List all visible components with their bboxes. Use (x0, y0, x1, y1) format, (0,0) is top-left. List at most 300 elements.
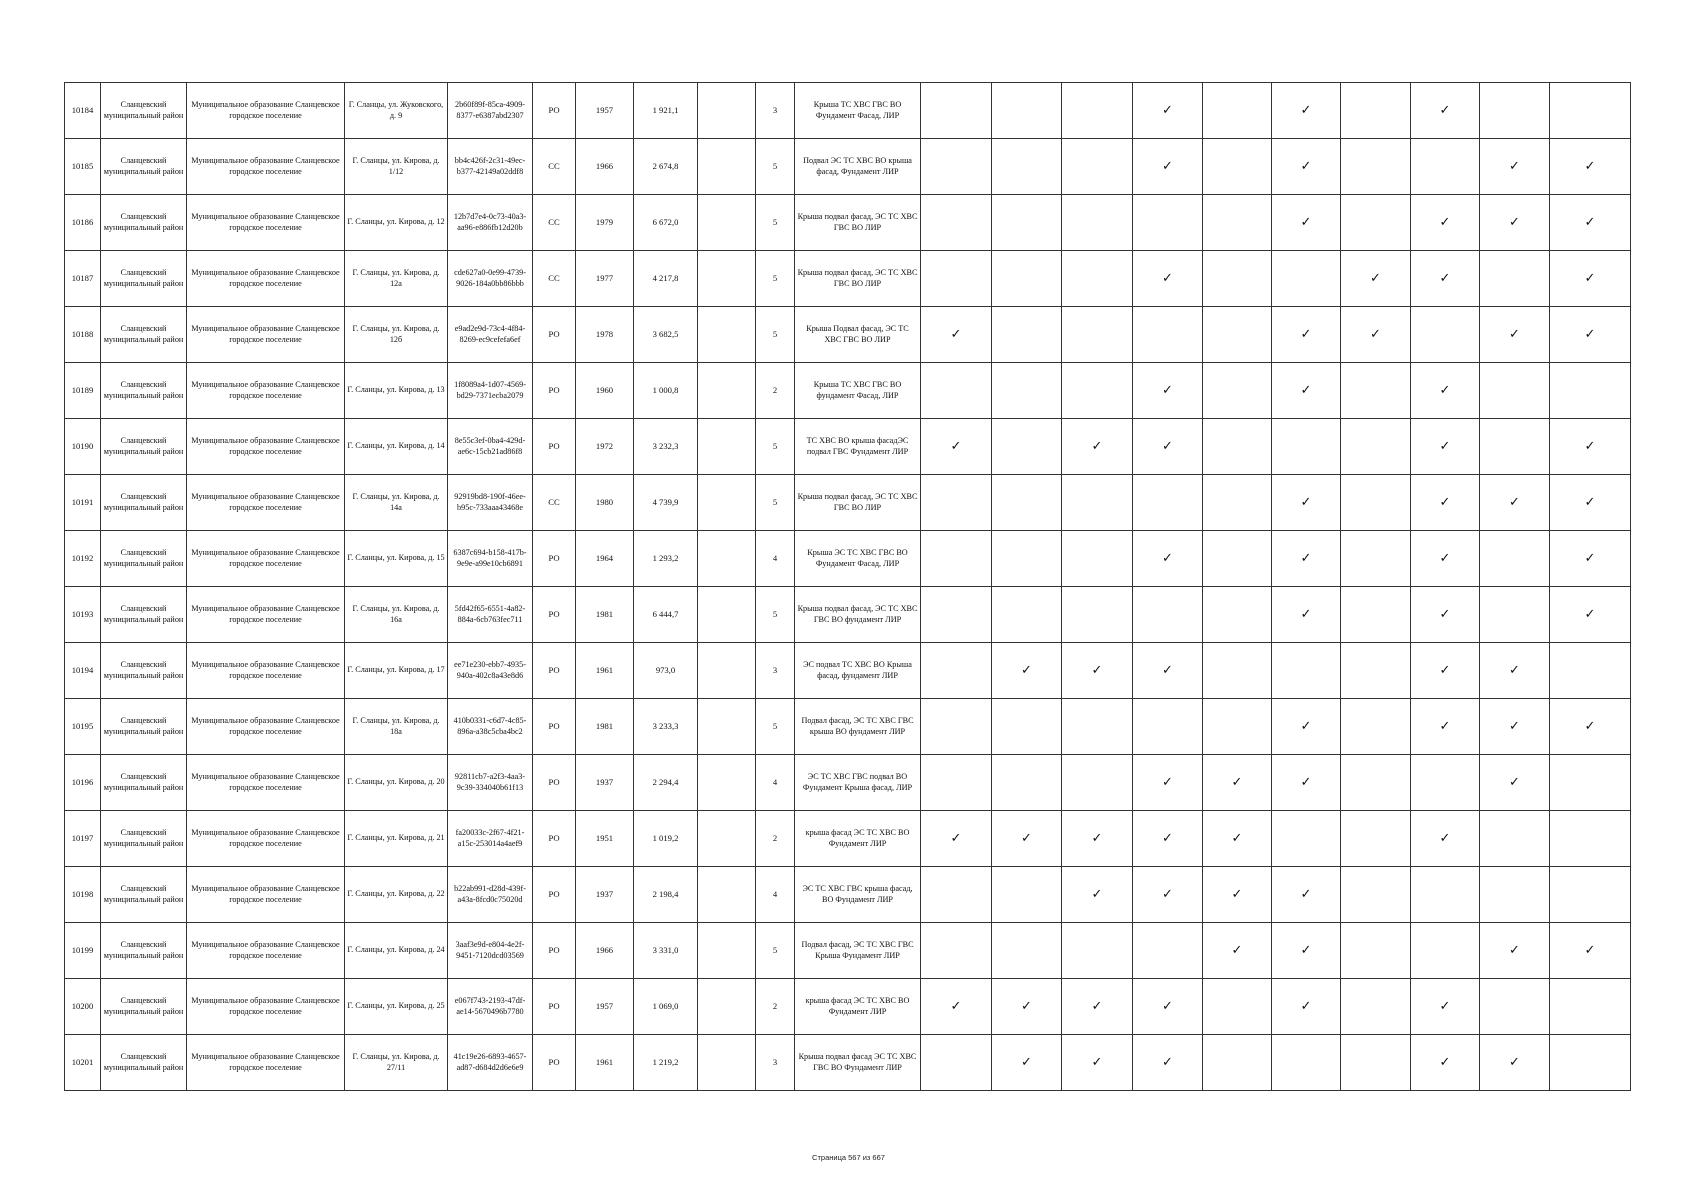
checkmark-icon: ✓ (1272, 923, 1341, 979)
cell-year: 1961 (576, 643, 634, 699)
cell-floors: 3 (756, 643, 795, 699)
cell-blank (698, 475, 756, 531)
cell-address: Г. Сланцы, ул. Кирова, д. 12 (345, 195, 448, 251)
table-row (65, 475, 1631, 531)
check-cell (1341, 811, 1411, 867)
check-cell (1203, 1035, 1272, 1091)
cell-address: Г. Сланцы, ул. Кирова, д. 21 (345, 811, 448, 867)
check-cell (1550, 83, 1631, 139)
check-cell (1411, 755, 1480, 811)
checkmark-icon: ✓ (1133, 979, 1203, 1035)
cell-type: РО (533, 83, 576, 139)
cell-type: РО (533, 923, 576, 979)
cell-municipality: Муниципальное образование Сланцевское городское поселение (187, 363, 345, 419)
cell-area: 6 672,0 (634, 195, 698, 251)
cell-type: РО (533, 587, 576, 643)
check-cell (921, 923, 992, 979)
checkmark-icon: ✓ (1550, 307, 1631, 363)
cell-address: Г. Сланцы, ул. Кирова, д. 13 (345, 363, 448, 419)
cell-works: Крыша подвал фасад, ЭС ТС ХВС ГВС ВО ЛИР (795, 251, 921, 307)
checkmark-icon: ✓ (1411, 251, 1480, 307)
check-cell (992, 587, 1062, 643)
cell-code: 6387c694-b158-417b-9e9e-a99e10cb6891 (448, 531, 533, 587)
cell-type: РО (533, 307, 576, 363)
cell-address: Г. Сланцы, ул. Кирова, д. 16а (345, 587, 448, 643)
check-cell (1272, 811, 1341, 867)
cell-blank (698, 419, 756, 475)
cell-year: 1980 (576, 475, 634, 531)
check-cell (1341, 363, 1411, 419)
table-row (65, 531, 1631, 587)
cell-blank (698, 811, 756, 867)
check-cell (1062, 699, 1133, 755)
cell-works: Крыша подвал фасад, ЭС ТС ХВС ГВС ВО фундамент ЛИР (795, 587, 921, 643)
checkmark-icon: ✓ (1062, 1035, 1133, 1091)
table-row (65, 251, 1631, 307)
cell-year: 1964 (576, 531, 634, 587)
check-cell (1203, 587, 1272, 643)
check-cell (1480, 531, 1550, 587)
cell-blank (698, 307, 756, 363)
check-cell (1062, 251, 1133, 307)
cell-floors: 3 (756, 83, 795, 139)
checkmark-icon: ✓ (1411, 699, 1480, 755)
cell-code: b22ab991-d28d-439f-a43a-8fcd0c75020d (448, 867, 533, 923)
cell-district: Сланцевский муниципальный район (101, 811, 187, 867)
check-cell (1203, 531, 1272, 587)
cell-works: ЭС ТС ХВС ГВС подвал ВО Фундамент Крыша фасад, ЛИР (795, 755, 921, 811)
cell-type: РО (533, 419, 576, 475)
checkmark-icon: ✓ (1133, 811, 1203, 867)
cell-code: bb4c426f-2c31-49ec-b377-42149a02ddf8 (448, 139, 533, 195)
check-cell (1341, 587, 1411, 643)
checkmark-icon: ✓ (1203, 923, 1272, 979)
cell-code: cde627a0-0e99-4739-9026-184a0bb86bbb (448, 251, 533, 307)
cell-floors: 2 (756, 811, 795, 867)
cell-type: РО (533, 363, 576, 419)
check-cell (1062, 923, 1133, 979)
cell-year: 1957 (576, 979, 634, 1035)
cell-works: Крыша Подвал фасад, ЭС ТС ХВС ГВС ВО ЛИР (795, 307, 921, 363)
checkmark-icon: ✓ (921, 979, 992, 1035)
check-cell (1341, 419, 1411, 475)
cell-district: Сланцевский муниципальный район (101, 699, 187, 755)
cell-works: Подвал ЭС ТС ХВС ВО крыша фасад, Фундамент ЛИР (795, 139, 921, 195)
checkmark-icon: ✓ (1480, 307, 1550, 363)
cell-address: Г. Сланцы, ул. Кирова, д. 24 (345, 923, 448, 979)
check-cell (1550, 643, 1631, 699)
table-row (65, 1035, 1631, 1091)
cell-code: 92811cb7-a2f3-4aa3-9c39-334040b61f13 (448, 755, 533, 811)
cell-district: Сланцевский муниципальный район (101, 923, 187, 979)
check-cell (1062, 531, 1133, 587)
check-cell (1550, 867, 1631, 923)
check-cell (1480, 867, 1550, 923)
checkmark-icon: ✓ (992, 643, 1062, 699)
checkmark-icon: ✓ (1133, 83, 1203, 139)
cell-year: 1961 (576, 1035, 634, 1091)
cell-id: 10191 (65, 475, 101, 531)
table-row (65, 139, 1631, 195)
checkmark-icon: ✓ (1480, 1035, 1550, 1091)
checkmark-icon: ✓ (1272, 867, 1341, 923)
check-cell (1550, 363, 1631, 419)
check-cell (1133, 475, 1203, 531)
checkmark-icon: ✓ (1133, 251, 1203, 307)
check-cell (1272, 1035, 1341, 1091)
checkmark-icon: ✓ (1411, 531, 1480, 587)
cell-area: 2 674,8 (634, 139, 698, 195)
check-cell (1411, 923, 1480, 979)
cell-district: Сланцевский муниципальный район (101, 755, 187, 811)
check-cell (992, 83, 1062, 139)
cell-area: 1 219,2 (634, 1035, 698, 1091)
checkmark-icon: ✓ (1480, 643, 1550, 699)
cell-area: 2 294,4 (634, 755, 698, 811)
checkmark-icon: ✓ (1411, 643, 1480, 699)
cell-floors: 5 (756, 419, 795, 475)
cell-area: 973,0 (634, 643, 698, 699)
cell-id: 10186 (65, 195, 101, 251)
cell-works: Подвал фасад, ЭС ТС ХВС ГВС крыша ВО фундамент ЛИР (795, 699, 921, 755)
checkmark-icon: ✓ (1341, 251, 1411, 307)
checkmark-icon: ✓ (1411, 979, 1480, 1035)
check-cell (1341, 195, 1411, 251)
table-row (65, 195, 1631, 251)
check-cell (992, 923, 1062, 979)
cell-id: 10197 (65, 811, 101, 867)
cell-area: 6 444,7 (634, 587, 698, 643)
check-cell (1133, 587, 1203, 643)
cell-municipality: Муниципальное образование Сланцевское городское поселение (187, 979, 345, 1035)
cell-year: 1960 (576, 363, 634, 419)
table-row (65, 83, 1631, 139)
checkmark-icon: ✓ (1133, 419, 1203, 475)
cell-district: Сланцевский муниципальный район (101, 867, 187, 923)
cell-floors: 2 (756, 979, 795, 1035)
cell-address: Г. Сланцы, ул. Кирова, д. 27/11 (345, 1035, 448, 1091)
checkmark-icon: ✓ (992, 979, 1062, 1035)
checkmark-icon: ✓ (1062, 419, 1133, 475)
checkmark-icon: ✓ (1203, 755, 1272, 811)
housing-register-table (64, 82, 1631, 1091)
cell-address: Г. Сланцы, ул. Кирова, д. 14 (345, 419, 448, 475)
cell-type: РО (533, 531, 576, 587)
cell-municipality: Муниципальное образование Сланцевское городское поселение (187, 755, 345, 811)
check-cell (1203, 195, 1272, 251)
cell-blank (698, 923, 756, 979)
cell-year: 1972 (576, 419, 634, 475)
cell-id: 10185 (65, 139, 101, 195)
check-cell (1203, 643, 1272, 699)
checkmark-icon: ✓ (1341, 307, 1411, 363)
checkmark-icon: ✓ (1411, 363, 1480, 419)
checkmark-icon: ✓ (1480, 923, 1550, 979)
checkmark-icon: ✓ (1550, 195, 1631, 251)
cell-address: Г. Сланцы, ул. Жуковского, д. 9 (345, 83, 448, 139)
check-cell (1411, 139, 1480, 195)
cell-area: 1 921,1 (634, 83, 698, 139)
cell-type: СС (533, 475, 576, 531)
cell-blank (698, 867, 756, 923)
check-cell (992, 531, 1062, 587)
cell-type: СС (533, 195, 576, 251)
cell-id: 10195 (65, 699, 101, 755)
cell-type: РО (533, 867, 576, 923)
check-cell (1480, 811, 1550, 867)
cell-id: 10190 (65, 419, 101, 475)
cell-code: ee71e230-ebb7-4935-940a-402c8a43e8d6 (448, 643, 533, 699)
cell-id: 10194 (65, 643, 101, 699)
check-cell (1062, 307, 1133, 363)
check-cell (1341, 755, 1411, 811)
cell-code: 92919bd8-190f-46ee-b95c-733aaa43468e (448, 475, 533, 531)
checkmark-icon: ✓ (1550, 587, 1631, 643)
cell-district: Сланцевский муниципальный район (101, 475, 187, 531)
checkmark-icon: ✓ (1411, 195, 1480, 251)
check-cell (1480, 419, 1550, 475)
table-row (65, 755, 1631, 811)
check-cell (1341, 1035, 1411, 1091)
table-row (65, 699, 1631, 755)
cell-floors: 5 (756, 587, 795, 643)
checkmark-icon: ✓ (1550, 923, 1631, 979)
cell-floors: 5 (756, 699, 795, 755)
check-cell (1550, 755, 1631, 811)
cell-year: 1937 (576, 755, 634, 811)
checkmark-icon: ✓ (1272, 587, 1341, 643)
check-cell (1480, 979, 1550, 1035)
cell-code: 8e55c3ef-0ba4-429d-ae6c-15cb21ad86f8 (448, 419, 533, 475)
cell-blank (698, 643, 756, 699)
cell-floors: 3 (756, 1035, 795, 1091)
check-cell (1341, 699, 1411, 755)
check-cell (1480, 587, 1550, 643)
checkmark-icon: ✓ (1272, 139, 1341, 195)
checkmark-icon: ✓ (1550, 531, 1631, 587)
cell-district: Сланцевский муниципальный район (101, 979, 187, 1035)
check-cell (1062, 755, 1133, 811)
cell-floors: 4 (756, 867, 795, 923)
check-cell (1203, 419, 1272, 475)
check-cell (921, 587, 992, 643)
checkmark-icon: ✓ (1550, 139, 1631, 195)
cell-area: 3 232,3 (634, 419, 698, 475)
checkmark-icon: ✓ (992, 811, 1062, 867)
cell-floors: 5 (756, 251, 795, 307)
cell-type: РО (533, 699, 576, 755)
checkmark-icon: ✓ (1272, 979, 1341, 1035)
checkmark-icon: ✓ (1550, 699, 1631, 755)
checkmark-icon: ✓ (1480, 195, 1550, 251)
checkmark-icon: ✓ (1133, 363, 1203, 419)
cell-municipality: Муниципальное образование Сланцевское городское поселение (187, 139, 345, 195)
cell-floors: 5 (756, 139, 795, 195)
cell-year: 1966 (576, 139, 634, 195)
cell-works: ЭС ТС ХВС ГВС крыша фасад, ВО Фундамент ЛИР (795, 867, 921, 923)
checkmark-icon: ✓ (1411, 587, 1480, 643)
check-cell (1341, 475, 1411, 531)
cell-type: СС (533, 139, 576, 195)
cell-district: Сланцевский муниципальный район (101, 531, 187, 587)
check-cell (921, 867, 992, 923)
cell-address: Г. Сланцы, ул. Кирова, д. 18а (345, 699, 448, 755)
cell-address: Г. Сланцы, ул. Кирова, д. 20 (345, 755, 448, 811)
checkmark-icon: ✓ (1411, 83, 1480, 139)
check-cell (921, 1035, 992, 1091)
cell-blank (698, 1035, 756, 1091)
cell-works: Подвал фасад, ЭС ТС ХВС ГВС Крыша Фундамент ЛИР (795, 923, 921, 979)
checkmark-icon: ✓ (1480, 475, 1550, 531)
check-cell (921, 251, 992, 307)
check-cell (1411, 867, 1480, 923)
cell-year: 1978 (576, 307, 634, 363)
check-cell (921, 195, 992, 251)
cell-id: 10201 (65, 1035, 101, 1091)
table-row (65, 419, 1631, 475)
cell-works: крыша фасад ЭС ТС ХВС ВО Фундамент ЛИР (795, 811, 921, 867)
checkmark-icon: ✓ (1133, 139, 1203, 195)
cell-municipality: Муниципальное образование Сланцевское городское поселение (187, 923, 345, 979)
check-cell (1203, 363, 1272, 419)
checkmark-icon: ✓ (1133, 867, 1203, 923)
cell-address: Г. Сланцы, ул. Кирова, д. 22 (345, 867, 448, 923)
cell-works: Крыша подвал фасад, ЭС ТС ХВС ГВС ВО ЛИР (795, 195, 921, 251)
cell-works: Крыша ЭС ТС ХВС ГВС ВО Фундамент Фасад, ЛИР (795, 531, 921, 587)
check-cell (921, 531, 992, 587)
cell-id: 10193 (65, 587, 101, 643)
cell-municipality: Муниципальное образование Сланцевское городское поселение (187, 1035, 345, 1091)
cell-works: Крыша ТС ХВС ГВС ВО фундамент Фасад, ЛИР (795, 363, 921, 419)
cell-year: 1977 (576, 251, 634, 307)
cell-address: Г. Сланцы, ул. Кирова, д. 14а (345, 475, 448, 531)
checkmark-icon: ✓ (992, 1035, 1062, 1091)
checkmark-icon: ✓ (1480, 699, 1550, 755)
check-cell (1411, 307, 1480, 363)
cell-works: Крыша ТС ХВС ГВС ВО Фундамент Фасад, ЛИР (795, 83, 921, 139)
checkmark-icon: ✓ (1272, 195, 1341, 251)
cell-blank (698, 755, 756, 811)
cell-area: 3 331,0 (634, 923, 698, 979)
check-cell (1272, 643, 1341, 699)
cell-id: 10199 (65, 923, 101, 979)
cell-code: e067f743-2193-47df-ae14-5670496b7780 (448, 979, 533, 1035)
cell-type: РО (533, 979, 576, 1035)
checkmark-icon: ✓ (1133, 755, 1203, 811)
check-cell (921, 83, 992, 139)
cell-year: 1981 (576, 587, 634, 643)
cell-area: 2 198,4 (634, 867, 698, 923)
cell-blank (698, 699, 756, 755)
check-cell (921, 643, 992, 699)
cell-code: 2b60f89f-85ca-4909-8377-e6387abd2307 (448, 83, 533, 139)
cell-works: Крыша подвал фасад, ЭС ТС ХВС ГВС ВО ЛИР (795, 475, 921, 531)
table-body (65, 83, 1631, 1091)
cell-area: 4 739,9 (634, 475, 698, 531)
cell-year: 1951 (576, 811, 634, 867)
check-cell (1550, 811, 1631, 867)
cell-code: 5fd42f65-6551-4a82-884a-6cb763fec711 (448, 587, 533, 643)
checkmark-icon: ✓ (1272, 83, 1341, 139)
check-cell (1062, 83, 1133, 139)
checkmark-icon: ✓ (921, 419, 992, 475)
cell-id: 10188 (65, 307, 101, 363)
check-cell (1341, 979, 1411, 1035)
check-cell (1203, 139, 1272, 195)
checkmark-icon: ✓ (1550, 251, 1631, 307)
cell-code: 12b7d7e4-0c73-40a3-aa96-e886fb12d20b (448, 195, 533, 251)
cell-works: крыша фасад ЭС ТС ХВС ВО Фундамент ЛИР (795, 979, 921, 1035)
check-cell (1341, 643, 1411, 699)
cell-blank (698, 139, 756, 195)
cell-code: e9ad2e9d-73c4-4f84-8269-ec9cefefa6ef (448, 307, 533, 363)
checkmark-icon: ✓ (1272, 307, 1341, 363)
check-cell (992, 139, 1062, 195)
cell-area: 3 682,5 (634, 307, 698, 363)
check-cell (992, 755, 1062, 811)
cell-district: Сланцевский муниципальный район (101, 83, 187, 139)
cell-blank (698, 83, 756, 139)
cell-year: 1981 (576, 699, 634, 755)
page-number: Страница 567 из 667 (812, 1153, 885, 1162)
cell-district: Сланцевский муниципальный район (101, 139, 187, 195)
table-row (65, 923, 1631, 979)
check-cell (1480, 251, 1550, 307)
check-cell (1133, 307, 1203, 363)
check-cell (992, 307, 1062, 363)
check-cell (1341, 531, 1411, 587)
cell-floors: 5 (756, 475, 795, 531)
cell-district: Сланцевский муниципальный район (101, 195, 187, 251)
checkmark-icon: ✓ (1133, 643, 1203, 699)
cell-code: 3aaf3e9d-e804-4e2f-9451-7120dcd03569 (448, 923, 533, 979)
cell-blank (698, 531, 756, 587)
check-cell (921, 699, 992, 755)
cell-district: Сланцевский муниципальный район (101, 643, 187, 699)
cell-municipality: Муниципальное образование Сланцевское городское поселение (187, 531, 345, 587)
cell-floors: 5 (756, 923, 795, 979)
cell-district: Сланцевский муниципальный район (101, 307, 187, 363)
cell-address: Г. Сланцы, ул. Кирова, д. 12б (345, 307, 448, 363)
checkmark-icon: ✓ (1062, 643, 1133, 699)
cell-floors: 5 (756, 307, 795, 363)
check-cell (1272, 251, 1341, 307)
cell-code: 1f8089a4-1d07-4569-bd29-7371ecba2079 (448, 363, 533, 419)
checkmark-icon: ✓ (1411, 811, 1480, 867)
checkmark-icon: ✓ (1411, 419, 1480, 475)
cell-id: 10196 (65, 755, 101, 811)
cell-year: 1957 (576, 83, 634, 139)
check-cell (1272, 419, 1341, 475)
check-cell (1062, 139, 1133, 195)
cell-code: fa20033c-2f67-4f21-a15c-253014a4aef9 (448, 811, 533, 867)
table-row (65, 979, 1631, 1035)
cell-municipality: Муниципальное образование Сланцевское городское поселение (187, 867, 345, 923)
cell-area: 4 217,8 (634, 251, 698, 307)
check-cell (1203, 251, 1272, 307)
cell-works: ТС ХВС ВО крыша фасадЭС подвал ГВС Фундамент ЛИР (795, 419, 921, 475)
cell-municipality: Муниципальное образование Сланцевское городское поселение (187, 475, 345, 531)
cell-id: 10187 (65, 251, 101, 307)
cell-blank (698, 251, 756, 307)
check-cell (1133, 195, 1203, 251)
check-cell (1062, 475, 1133, 531)
cell-municipality: Муниципальное образование Сланцевское городское поселение (187, 419, 345, 475)
checkmark-icon: ✓ (1550, 475, 1631, 531)
checkmark-icon: ✓ (1272, 531, 1341, 587)
check-cell (1062, 363, 1133, 419)
cell-district: Сланцевский муниципальный район (101, 587, 187, 643)
